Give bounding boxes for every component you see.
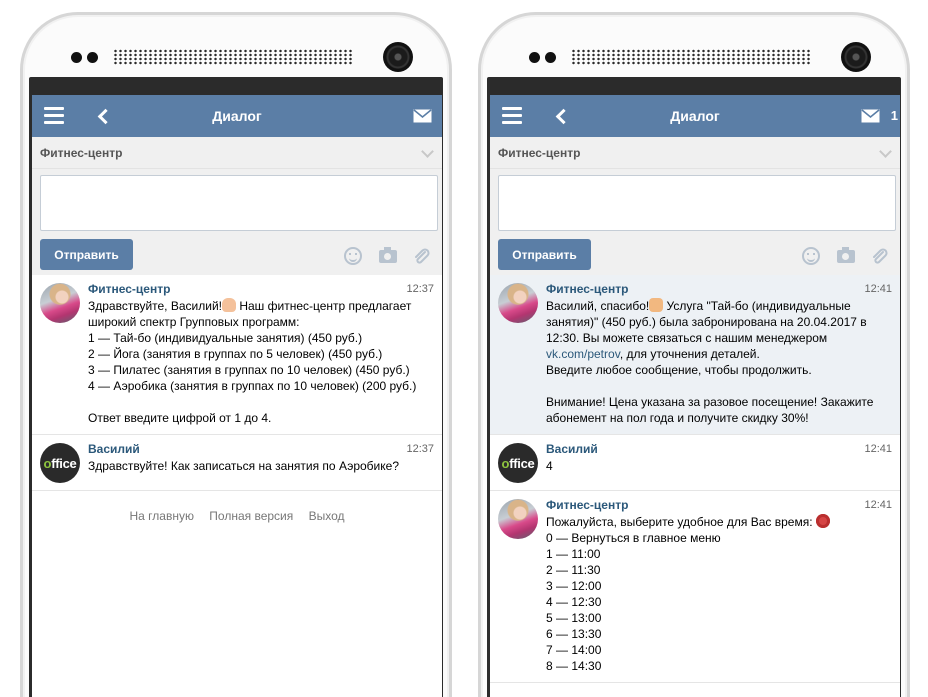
unread-count-badge: 1 [890, 108, 898, 123]
message-input[interactable] [40, 175, 438, 231]
message-text: Здравствуйте, Василий! Наш фитнес-центр предлагает широкий спектр Групповых программ: 1 — Тай-бо (индивидуальные занятия) (450 руб.) 2 — Йога (занятия в группах по 5 человек) (450 руб.) 3 — Пилатес (занятия в группах по 10 человек) (450 руб.) 4 — Аэробика (занятия в группах по 10 человек) (200 руб.) Ответ введите цифрой от 1 до 4. [88, 299, 417, 425]
camera-icon[interactable] [837, 250, 855, 263]
raised-hand-icon [222, 298, 236, 312]
message-input[interactable] [498, 175, 896, 231]
page-title: Диалог [670, 108, 720, 124]
compose-area [490, 169, 900, 275]
chat-app [490, 95, 900, 697]
message-item [490, 491, 900, 683]
message-text: Василий, спасибо! Услуга "Тай-бо (индивидуальные занятия)" (450 руб.) была забронирована на 20.04.2017 в 12:30. Вы можете связаться с нашим менеджером vk.com/petrov, для уточнения деталей. Введите любое сообщение, чтобы продолжить. Внимание! Цена указана за разовое посещение! Закажите абонемент на пол года и получите скидку 30%! [546, 299, 874, 425]
camera-icon[interactable] [379, 250, 397, 263]
alarm-clock-icon [816, 514, 830, 528]
speaker-grille [113, 49, 353, 65]
manager-link[interactable]: vk.com/petrov [546, 347, 620, 361]
sender-name[interactable]: Фитнес-центр [88, 282, 171, 296]
message-item [32, 435, 442, 491]
chat-app [32, 95, 442, 697]
fitness-avatar[interactable] [498, 499, 538, 539]
chevron-down-icon [421, 145, 434, 158]
office-avatar[interactable]: office [40, 443, 80, 483]
compose-area [32, 169, 442, 275]
dialog-selector-label: Фитнес-центр [40, 146, 123, 160]
dialog-selector[interactable] [32, 137, 442, 169]
phone-screen [29, 77, 443, 697]
send-button[interactable]: Отправить [40, 239, 133, 270]
app-header [490, 95, 900, 137]
message-time: 12:41 [864, 499, 892, 511]
office-avatar[interactable]: office [498, 443, 538, 483]
message-item [490, 435, 900, 491]
home-link[interactable]: На главную [129, 509, 194, 523]
footer-links [32, 491, 442, 523]
fitness-avatar[interactable] [40, 283, 80, 323]
front-camera [841, 42, 871, 72]
dialog-selector-label: Фитнес-центр [498, 146, 581, 160]
message-item [490, 275, 900, 435]
right-phone-frame [478, 12, 910, 697]
full-version-link[interactable]: Полная версия [209, 509, 294, 523]
message-item [32, 275, 442, 435]
sender-name[interactable]: Василий [546, 442, 598, 456]
chevron-down-icon [879, 145, 892, 158]
sender-name[interactable]: Василий [88, 442, 140, 456]
dialog-selector[interactable] [490, 137, 900, 169]
app-header [32, 95, 442, 137]
send-button[interactable]: Отправить [498, 239, 591, 270]
page-title: Диалог [212, 108, 262, 124]
exit-link[interactable]: Выход [308, 509, 345, 523]
message-text: 4 [546, 459, 553, 473]
phone-screen [487, 77, 901, 697]
message-time: 12:37 [406, 443, 434, 455]
sensor-dot [529, 52, 540, 63]
sender-name[interactable]: Фитнес-центр [546, 282, 629, 296]
sensor-dot [545, 52, 556, 63]
message-time: 12:37 [406, 283, 434, 295]
paperclip-icon[interactable] [870, 247, 888, 265]
mail-icon[interactable] [413, 109, 432, 123]
sender-name[interactable]: Фитнес-центр [546, 498, 629, 512]
message-time: 12:41 [864, 283, 892, 295]
speaker-grille [571, 49, 811, 65]
smile-icon[interactable] [344, 247, 362, 265]
mail-icon[interactable] [861, 109, 880, 123]
paperclip-icon[interactable] [412, 247, 430, 265]
message-time: 12:41 [864, 443, 892, 455]
message-text: Здравствуйте! Как записаться на занятия по Аэробике? [88, 459, 399, 473]
smile-icon[interactable] [802, 247, 820, 265]
message-text: Пожалуйста, выберите удобное для Вас время: 0 — Вернуться в главное меню 1 — 11:00 2 — 11:30 3 — 12:00 4 — 12:30 5 — 13:00 6 — 13:30 7 — 14:00 8 — 14:30 [546, 514, 892, 674]
sensor-dot [87, 52, 98, 63]
front-camera [383, 42, 413, 72]
thumbs-up-icon [649, 298, 663, 312]
left-phone-frame [20, 12, 452, 697]
sensor-dot [71, 52, 82, 63]
fitness-avatar[interactable] [498, 283, 538, 323]
